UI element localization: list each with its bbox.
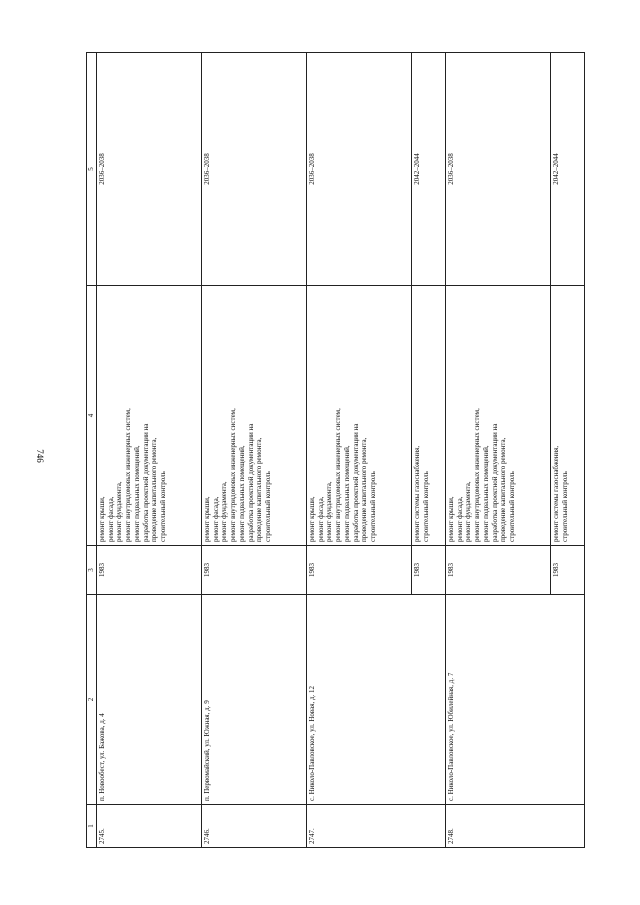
period-cell: 2036–2038 xyxy=(201,53,306,286)
row-number: 2748. xyxy=(445,805,584,848)
period-cell: 2042–2044 xyxy=(411,53,445,286)
header-row xyxy=(87,53,97,848)
work-item: ремонт фундамента, xyxy=(464,481,473,542)
header-col-2: 2 xyxy=(87,595,97,805)
header-col-3: 3 xyxy=(87,546,97,595)
header-col-5: 5 xyxy=(87,53,97,286)
year-cell: 1983 xyxy=(550,546,584,595)
work-item: ремонт системы газоснабжения, xyxy=(551,445,560,542)
table-body xyxy=(96,53,584,848)
header-col-1: 1 xyxy=(87,805,97,848)
work-item: ремонт внутридомовых инженерных систем, xyxy=(229,408,237,542)
work-item: разработка проектной документации на xyxy=(490,423,499,542)
work-item: разработка проектной документации на xyxy=(246,423,255,542)
period-cell: 2036–2038 xyxy=(306,53,411,286)
work-item: ремонт подвальных помещений, xyxy=(237,445,246,542)
work-item: строительный контроль xyxy=(560,471,569,542)
year-cell: 1983 xyxy=(306,546,411,595)
year-cell: 1983 xyxy=(445,546,550,595)
work-item: проведение капитального ремонта, xyxy=(255,437,264,542)
address-cell: п. Новообест, ул. Бажова, д. 4 xyxy=(96,595,201,805)
capital-repair-table xyxy=(86,52,585,848)
work-item: разработка проектной документации на xyxy=(141,423,150,542)
work-item: ремонт крыши, xyxy=(202,496,211,542)
row-number: 2746. xyxy=(201,805,306,848)
header-col-4: 4 xyxy=(87,286,97,546)
works-cell xyxy=(306,286,411,546)
address-cell: с. Николо-Павловское, ул. Новая, д. 12 xyxy=(306,595,445,805)
table-row xyxy=(306,53,411,848)
work-item: ремонт системы газоснабжения, xyxy=(412,445,421,542)
work-item: ремонт внутридомовых инженерных систем, xyxy=(124,408,132,542)
table-row xyxy=(201,53,306,848)
work-item: строительный контроль xyxy=(264,471,272,542)
work-item: строительный контроль xyxy=(159,471,167,542)
work-item: ремонт внутридомовых инженерных систем, xyxy=(334,408,342,542)
period-cell: 2042–2044 xyxy=(550,53,584,286)
work-item: строительный контроль xyxy=(508,471,516,542)
row-number: 2747. xyxy=(306,805,445,848)
work-item: ремонт фасада, xyxy=(455,496,464,542)
works-cell xyxy=(550,286,584,546)
work-item: ремонт фасада, xyxy=(106,496,115,542)
year-cell: 1983 xyxy=(201,546,306,595)
rotated-table-container xyxy=(86,78,569,848)
work-item: строительный контроль xyxy=(421,471,430,542)
page-number: 746 xyxy=(35,449,45,463)
works-cell xyxy=(201,286,306,546)
work-item: разработка проектной документации на xyxy=(351,423,360,542)
works-cell xyxy=(411,286,445,546)
work-item: ремонт фундамента, xyxy=(325,481,334,542)
work-item: ремонт подвальных помещений, xyxy=(342,445,351,542)
table-row xyxy=(96,53,201,848)
work-item: ремонт фундамента, xyxy=(220,481,229,542)
work-item: проведение капитального ремонта, xyxy=(360,437,369,542)
work-item: ремонт подвальных помещений, xyxy=(481,445,490,542)
period-cell: 2036–2038 xyxy=(445,53,550,286)
work-item: ремонт фасада, xyxy=(316,496,325,542)
work-item: ремонт крыши, xyxy=(97,496,106,542)
work-item: ремонт фундамента, xyxy=(115,481,124,542)
address-cell: с. Николо-Павловское, ул. Юбилейная, д. 7 xyxy=(445,595,584,805)
work-item: строительный контроль xyxy=(369,471,377,542)
work-item: ремонт фасада, xyxy=(211,496,220,542)
table-row xyxy=(445,53,550,848)
year-cell: 1983 xyxy=(96,546,201,595)
address-cell: п. Первомайский, ул. Южная, д. 9 xyxy=(201,595,306,805)
work-item: ремонт внутридомовых инженерных систем, xyxy=(473,408,481,542)
works-cell xyxy=(445,286,550,546)
work-item: ремонт подвальных помещений, xyxy=(132,445,141,542)
work-item: проведение капитального ремонта, xyxy=(150,437,159,542)
works-cell xyxy=(96,286,201,546)
work-item: ремонт крыши, xyxy=(307,496,316,542)
row-number: 2745. xyxy=(96,805,201,848)
work-item: проведение капитального ремонта, xyxy=(499,437,508,542)
work-item: ремонт крыши, xyxy=(446,496,455,542)
year-cell: 1983 xyxy=(411,546,445,595)
period-cell: 2036–2038 xyxy=(96,53,201,286)
